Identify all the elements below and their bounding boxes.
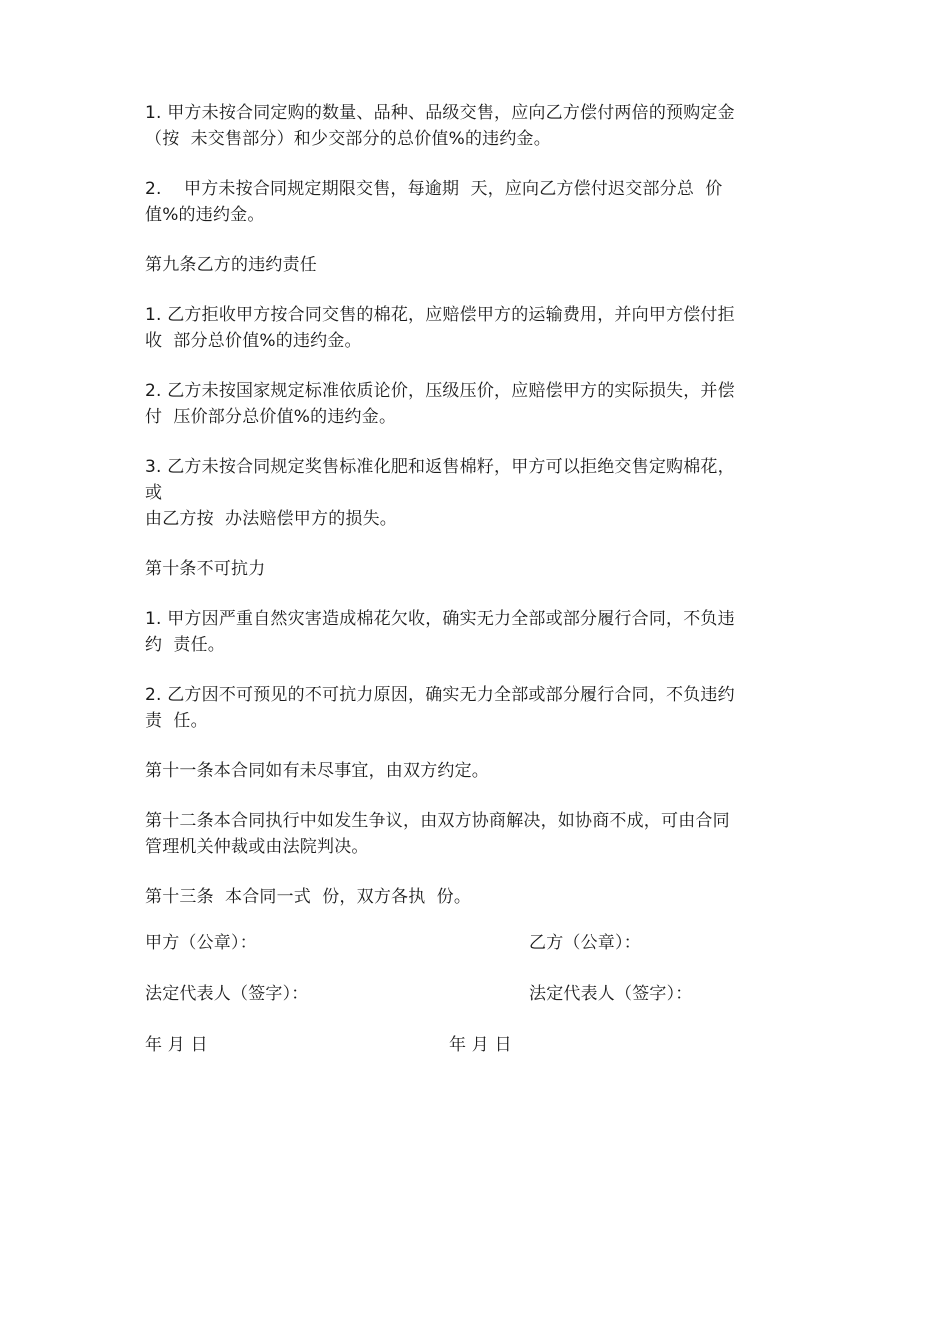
paragraph (145, 884, 810, 910)
party-a-seal-label: 甲方（公章）： (145, 933, 257, 953)
paragraph-line: 3. 乙方未按合同规定奖售标准化肥和返售棉籽，甲方可以拒绝交售定购棉花， (145, 457, 735, 477)
paragraph-line: 1. 甲方因严重自然灾害造成棉花欠收，确实无力全部或部分履行合同，不负违 (145, 609, 735, 629)
contract-body (145, 100, 810, 934)
paragraph (145, 808, 810, 860)
seal-row (145, 930, 810, 956)
paragraph-line: 责 任。 (145, 711, 208, 731)
paragraph-line: 2. 乙方因不可预见的不可抗力原因，确实无力全部或部分履行合同，不负违约 (145, 685, 735, 705)
paragraph (145, 252, 810, 278)
party-a-representative-label: 法定代表人（签字）： (145, 984, 309, 1004)
representative-row (145, 981, 810, 1007)
paragraph-line: 约 责任。 (145, 635, 226, 655)
paragraph-line: 由乙方按 办法赔偿甲方的损失。 (145, 509, 398, 529)
paragraph-line: 2. 甲方未按合同规定期限交售，每逾期 天，应向乙方偿付迟交部分总 价 (145, 179, 723, 199)
paragraph-line: 第十条不可抗力 (145, 559, 266, 579)
paragraph-line: 1. 甲方未按合同定购的数量、品种、品级交售，应向乙方偿付两倍的预购定金 (145, 103, 735, 123)
paragraph (145, 606, 810, 658)
paragraph-line: （按 未交售部分）和少交部分的总价值%的违约金。 (145, 129, 551, 149)
paragraph (145, 556, 810, 582)
paragraph-line: 第九条乙方的违约责任 (145, 255, 317, 275)
paragraph-line: 1. 乙方拒收甲方按合同交售的棉花，应赔偿甲方的运输费用，并向甲方偿付拒 (145, 305, 735, 325)
paragraph (145, 682, 810, 734)
paragraph-line: 第十三条 本合同一式 份，双方各执 份。 (145, 887, 472, 907)
paragraph-line: 付 压价部分总价值%的违约金。 (145, 407, 397, 427)
paragraph (145, 454, 810, 532)
paragraph (145, 100, 810, 152)
date-row (145, 1032, 810, 1058)
paragraph-line: 第十二条本合同执行中如发生争议，由双方协商解决，如协商不成，可由合同 (145, 811, 730, 831)
paragraph-line: 第十一条本合同如有未尽事宜，由双方约定。 (145, 761, 489, 781)
party-b-date: 年 月 日 (449, 1035, 512, 1055)
paragraph-line: 2. 乙方未按国家规定标准依质论价，压级压价，应赔偿甲方的实际损失，并偿 (145, 381, 735, 401)
paragraph (145, 176, 810, 228)
paragraph-line: 管理机关仲裁或由法院判决。 (145, 837, 369, 857)
paragraph-line: 收 部分总价值%的违约金。 (145, 331, 362, 351)
party-b-seal-label: 乙方（公章）： (529, 933, 641, 953)
paragraph (145, 378, 810, 430)
party-a-date: 年 月 日 (145, 1035, 208, 1055)
paragraph (145, 302, 810, 354)
party-b-representative-label: 法定代表人（签字）： (529, 984, 693, 1004)
paragraph (145, 758, 810, 784)
paragraph-line: 或 (145, 483, 163, 503)
paragraph-line: 值%的违约金。 (145, 205, 265, 225)
